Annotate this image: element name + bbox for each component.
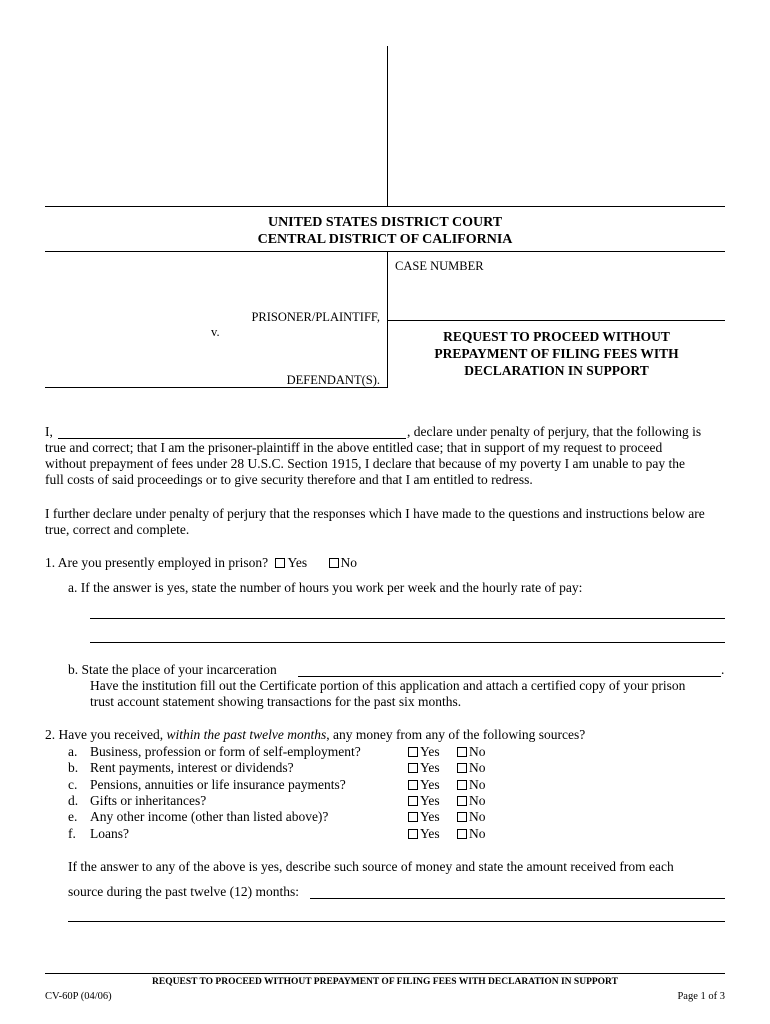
- q2-followup-line2: source during the past twelve (12) months:: [68, 884, 299, 899]
- q2-source-label: Business, profession or form of self-employment?: [90, 744, 361, 759]
- q2-yes-label: Yes: [420, 760, 440, 776]
- q2-source-letter: f.: [68, 825, 76, 841]
- q1-no-checkbox[interactable]: [329, 558, 339, 568]
- q2-source-row: [68, 809, 328, 826]
- declaration-line1-tail: , declare under penalty of perjury, that the following is: [407, 424, 702, 439]
- q2-no-option[interactable]: [457, 760, 486, 777]
- court-name-line1: UNITED STATES DISTRICT COURT: [267, 215, 503, 230]
- q2-source-row: [68, 826, 129, 843]
- q2-source-letter: c.: [68, 776, 78, 792]
- q2-no-label: No: [469, 776, 486, 792]
- q2-yes-option[interactable]: [408, 826, 440, 843]
- top-vertical-rule: [387, 46, 388, 206]
- q1-no-label: No: [340, 555, 357, 570]
- q1a-text: a. If the answer is yes, state the number of hours you work per week and the hourly rate of pay:: [68, 580, 583, 595]
- declaration-line4: full costs of said proceedings or to give security therefore and that I am entitled to redress.: [45, 472, 533, 487]
- q2-source-letter: a.: [68, 744, 78, 759]
- q2-no-checkbox[interactable]: [457, 812, 467, 822]
- q2-source-row: [68, 777, 346, 794]
- q2-source-label: Loans?: [90, 825, 129, 841]
- declaration-prefix: I,: [45, 424, 53, 439]
- q2-no-checkbox[interactable]: [457, 829, 467, 839]
- q2-text-before: 2. Have you received,: [45, 727, 167, 742]
- q2-yes-option[interactable]: [408, 744, 440, 761]
- q2-no-label: No: [469, 792, 486, 808]
- q1a-answer-line1[interactable]: [90, 618, 725, 619]
- q1b-period: .: [721, 662, 725, 677]
- q1-no-option[interactable]: [329, 555, 358, 570]
- document-title-line1: REQUEST TO PROCEED WITHOUT: [443, 329, 670, 344]
- q1-question-text: 1. Are you presently employed in prison?: [45, 555, 269, 570]
- q1b-text: b. State the place of your incarceration: [68, 662, 277, 677]
- case-number-box-rule: [387, 320, 725, 321]
- footer-form-id: CV-60P (04/06): [45, 991, 112, 1002]
- q1b-line2: Have the institution fill out the Certificate portion of this application and attach a certified copy of your prison: [90, 678, 686, 693]
- q2-yes-checkbox[interactable]: [408, 796, 418, 806]
- q2-no-option[interactable]: [457, 809, 486, 826]
- q2-yes-option[interactable]: [408, 793, 440, 810]
- q2-yes-label: Yes: [420, 744, 440, 759]
- q2-yes-option[interactable]: [408, 809, 440, 826]
- q2-yes-label: Yes: [420, 809, 440, 825]
- declaration-line3: without prepayment of fees under 28 U.S.C. Section 1915, I declare that because of my poverty I am unable to pay the: [45, 456, 685, 471]
- q2-yes-label: Yes: [420, 825, 440, 841]
- q2-followup-line1: If the answer to any of the above is yes, describe such source of money and state the amount received from each: [68, 859, 674, 874]
- q2-source-row: [68, 744, 361, 761]
- case-number-label: CASE NUMBER: [395, 259, 484, 273]
- q1-yes-checkbox[interactable]: [275, 558, 285, 568]
- q2-no-option[interactable]: [457, 744, 486, 761]
- q2-source-letter: e.: [68, 809, 78, 825]
- versus-label: v.: [211, 325, 220, 339]
- q2-yes-label: Yes: [420, 776, 440, 792]
- q1b-line3: trust account statement showing transactions for the past six months.: [90, 694, 462, 709]
- q2-no-checkbox[interactable]: [457, 780, 467, 790]
- footer-page-number: Page 1 of 3: [677, 991, 725, 1002]
- declarant-name-field[interactable]: [58, 438, 406, 439]
- caption-top-rule: [45, 251, 725, 252]
- q2-yes-label: Yes: [420, 792, 440, 808]
- q2-no-option[interactable]: [457, 826, 486, 843]
- plaintiff-label: PRISONER/PLAINTIFF,: [251, 310, 380, 324]
- q2-no-label: No: [469, 825, 486, 841]
- q2-yes-checkbox[interactable]: [408, 780, 418, 790]
- footer-rule: [45, 973, 725, 974]
- q2-yes-option[interactable]: [408, 777, 440, 794]
- document-title-line3: DECLARATION IN SUPPORT: [464, 363, 649, 378]
- header-top-rule: [45, 206, 725, 207]
- q2-no-option[interactable]: [457, 793, 486, 810]
- court-name-line2: CENTRAL DISTRICT OF CALIFORNIA: [257, 232, 513, 247]
- q2-no-option[interactable]: [457, 777, 486, 794]
- q2-yes-checkbox[interactable]: [408, 747, 418, 757]
- q2-yes-checkbox[interactable]: [408, 829, 418, 839]
- q2-source-label: Rent payments, interest or dividends?: [90, 760, 294, 776]
- document-title-line2: PREPAYMENT OF FILING FEES WITH: [434, 346, 679, 361]
- q2-yes-checkbox[interactable]: [408, 763, 418, 773]
- declaration-line2: true and correct; that I am the prisoner-plaintiff in the above entitled case; that in support of my request to proceed: [45, 440, 663, 455]
- q2-no-label: No: [469, 809, 486, 825]
- q1b-incarceration-field[interactable]: [298, 676, 721, 677]
- q2-source-label: Any other income (other than listed above)?: [90, 809, 329, 825]
- further-declaration-line2: true, correct and complete.: [45, 522, 190, 537]
- q2-source-row: [68, 760, 294, 777]
- further-declaration-line1: I further declare under penalty of perjury that the responses which I have made to the questions and instructions below are: [45, 506, 705, 521]
- q2-no-checkbox[interactable]: [457, 747, 467, 757]
- q1-yes-label: Yes: [287, 555, 308, 570]
- q2-source-row: [68, 793, 206, 810]
- footer-title: REQUEST TO PROCEED WITHOUT PREPAYMENT OF FILING FEES WITH DECLARATION IN SUPPORT: [152, 977, 618, 987]
- q2-no-label: No: [469, 760, 486, 776]
- q2-source-field-line1[interactable]: [310, 898, 725, 899]
- q2-no-label: No: [469, 744, 486, 759]
- q2-source-field-line2[interactable]: [68, 921, 725, 922]
- q2-text-after: , any money from any of the following sources?: [326, 727, 586, 742]
- q2-yes-checkbox[interactable]: [408, 812, 418, 822]
- q2-no-checkbox[interactable]: [457, 796, 467, 806]
- q2-source-label: Gifts or inheritances?: [90, 792, 207, 808]
- q2-source-label: Pensions, annuities or life insurance payments?: [90, 776, 346, 792]
- q1-question: [45, 555, 357, 572]
- q2-source-letter: d.: [68, 792, 79, 808]
- q2-no-checkbox[interactable]: [457, 763, 467, 773]
- q2-yes-option[interactable]: [408, 760, 440, 777]
- q1-yes-option[interactable]: [275, 555, 307, 570]
- q2-text-italic: within the past twelve months: [166, 727, 327, 742]
- q1a-answer-line2[interactable]: [90, 642, 725, 643]
- q2-question: [45, 727, 585, 744]
- q2-source-letter: b.: [68, 760, 79, 776]
- defendant-label: DEFENDANT(S).: [286, 373, 380, 387]
